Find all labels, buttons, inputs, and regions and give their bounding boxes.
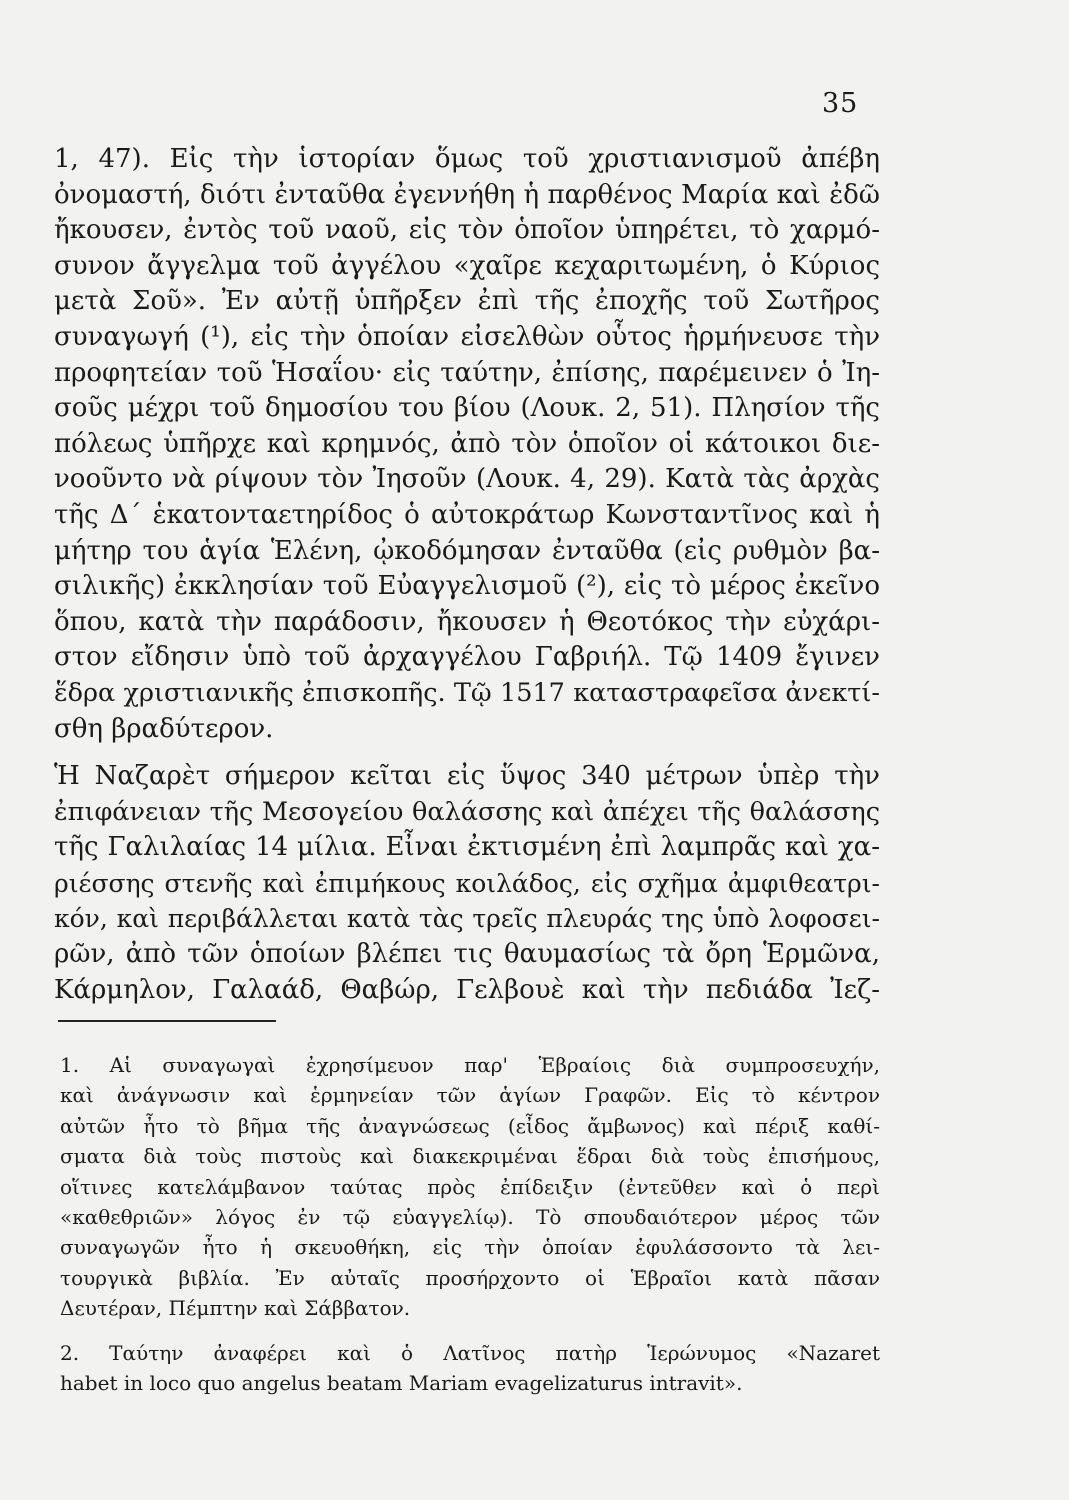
text-line: πόλεως ὑπῆρχε καὶ κρημνός, ἀπὸ τὸν ὁποῖον οἱ κάτοικοι διε- bbox=[54, 428, 880, 459]
paragraph-1 bbox=[54, 142, 880, 747]
footnotes bbox=[60, 1050, 880, 1398]
text-line: ὅπου, κατὰ τὴν παράδοσιν, ἤκουσεν ἡ Θεοτόκος τὴν εὐχάρι- bbox=[54, 606, 880, 637]
text-line: μήτηρ του ἁγία Ἑλένη, ᾠκοδόμησαν ἐνταῦθα (εἰς ρυθμὸν βα- bbox=[54, 535, 880, 566]
page-number: 35 bbox=[822, 88, 859, 119]
footnote-divider bbox=[58, 1020, 276, 1022]
footnote-1 bbox=[60, 1050, 880, 1324]
text-line: ρῶν, ἀπὸ τῶν ὁποίων βλέπει τις θαυμασίως τὰ ὄρη Ἑρμῶνα, bbox=[54, 939, 880, 970]
footnote-line: καὶ ἀνάγνωσιν καὶ ἑρμηνείαν τῶν ἁγίων Γραφῶν. Εἰς τὸ κέντρον bbox=[60, 1083, 880, 1108]
text-line: ἐπιφάνειαν τῆς Μεσογείου θαλάσσης καὶ ἀπέχει τῆς θαλάσσης bbox=[54, 796, 880, 827]
text-line: Ἡ Ναζαρὲτ σήμερον κεῖται εἰς ὕψος 340 μέτρων ὑπὲρ τὴν bbox=[54, 761, 880, 792]
footnote-line: «καθεθριῶν» λόγος ἐν τῷ εὐαγγελίῳ). Τὸ σπουδαιότερον μέρος τῶν bbox=[60, 1204, 880, 1229]
text-line: ριέσσης στενῆς καὶ ἐπιμήκους κοιλάδος, εἰς σχῆμα ἀμφιθεατρι- bbox=[54, 868, 880, 898]
text-line: μετὰ Σοῦ». Ἐν αὐτῇ ὑπῆρξεν ἐπὶ τῆς ἐποχῆς τοῦ Σωτῆρος bbox=[54, 286, 880, 317]
text-line: σιλικῆς) ἐκκλησίαν τοῦ Εὐαγγελισμοῦ (²), εἰς τὸ μέρος ἐκεῖνο bbox=[54, 571, 880, 602]
text-line: ἕδρα χριστιανικῆς ἐπισκοπῆς. Τῷ 1517 καταστραφεῖσα ἀνεκτί- bbox=[54, 677, 880, 708]
text-line: τῆς Γαλιλαίας 14 μίλια. Εἶναι ἐκτισμένη ἐπὶ λαμπρᾶς καὶ χα- bbox=[54, 832, 880, 863]
text-line: σθη βραδύτερον. bbox=[54, 713, 274, 744]
text-line: στον εἴδησιν ὑπὸ τοῦ ἀρχαγγέλου Γαβριήλ. Τῷ 1409 ἔγινεν bbox=[54, 642, 880, 673]
footnote-line: habet in loco quo angelus beatam Mariam evagelizaturus intravit». bbox=[60, 1370, 743, 1395]
text-line: κόν, καὶ περιβάλλεται κατὰ τὰς τρεῖς πλευράς της ὑπὸ λοφοσει- bbox=[54, 904, 880, 934]
footnote-line: αὐτῶν ἦτο τὸ βῆμα τῆς ἀναγνώσεως (εἶδος ἄμβωνος) καὶ πέριξ καθί- bbox=[60, 1113, 880, 1138]
text-line: συναγωγή (¹), εἰς τὴν ὁποίαν εἰσελθὼν οὗτος ἡρμήνευσε τὴν bbox=[54, 321, 880, 352]
text-line: συνον ἄγγελμα τοῦ ἀγγέλου «χαῖρε κεχαριτωμένη, ὁ Κύριος bbox=[54, 250, 880, 281]
text-line: Κάρμηλον, Γαλαάδ, Θαβώρ, Γελβουὲ καὶ τὴν πεδιάδα Ἰεζ- bbox=[54, 974, 880, 1005]
text-line: νοοῦντο νὰ ρίψουν τὸν Ἰησοῦν (Λουκ. 4, 29). Κατὰ τὰς ἀρχὰς bbox=[54, 464, 880, 495]
text-line: σοῦς μέχρι τοῦ δημοσίου του βίου (Λουκ. 2, 51). Πλησίον τῆς bbox=[54, 393, 880, 424]
footnote-line: σματα διὰ τοὺς πιστοὺς καὶ διακεκριμέναι ἕδραι διὰ τοὺς ἐπισήμους, bbox=[60, 1144, 880, 1169]
main-text bbox=[54, 142, 880, 1008]
footnote-line: 1. Αἱ συναγωγαὶ ἐχρησίμευον παρ' Ἑβραίοις διὰ συμπροσευχήν, bbox=[60, 1053, 880, 1077]
text-line: ἤκουσεν, ἐντὸς τοῦ ναοῦ, εἰς τὸν ὁποῖον ὑπηρέτει, τὸ χαρμό- bbox=[54, 215, 880, 246]
footnote-line: οἵτινες κατελάμβανον ταύτας πρὸς ἐπίδειξιν (ἐντεῦθεν καὶ ὁ περὶ bbox=[60, 1174, 880, 1199]
text-line: ὀνομαστή, διότι ἐνταῦθα ἐγεννήθη ἡ παρθένος Μαρία καὶ ἐδῶ bbox=[54, 179, 880, 210]
footnote-line: τουργικὰ βιβλία. Ἐν αὐταῖς προσήρχοντο οἱ Ἑβραῖοι κατὰ πᾶσαν bbox=[60, 1265, 880, 1290]
text-line: προφητείαν τοῦ Ἡσαΐου· εἰς ταύτην, ἐπίσης, παρέμεινεν ὁ Ἰη- bbox=[54, 357, 880, 388]
text-line: 1, 47). Εἰς τὴν ἱστορίαν ὅμως τοῦ χριστιανισμοῦ ἀπέβη bbox=[54, 144, 880, 174]
footnote-2 bbox=[60, 1338, 880, 1399]
paragraph-2 bbox=[54, 759, 880, 1008]
text-line: τῆς Δ΄ ἑκατονταετηρίδος ὁ αὐτοκράτωρ Κωνσταντῖνος καὶ ἡ bbox=[54, 499, 880, 530]
footnote-line: 2. Ταύτην ἀναφέρει καὶ ὁ Λατῖνος πατὴρ Ἱερώνυμος «Nazaret bbox=[60, 1340, 880, 1365]
footnote-line: συναγωγῶν ἦτο ἡ σκευοθήκη, εἰς τὴν ὁποίαν ἐφυλάσσοντο τὰ λει- bbox=[60, 1235, 880, 1260]
footnote-line: Δευτέραν, Πέμπτην καὶ Σάββατον. bbox=[60, 1296, 411, 1321]
